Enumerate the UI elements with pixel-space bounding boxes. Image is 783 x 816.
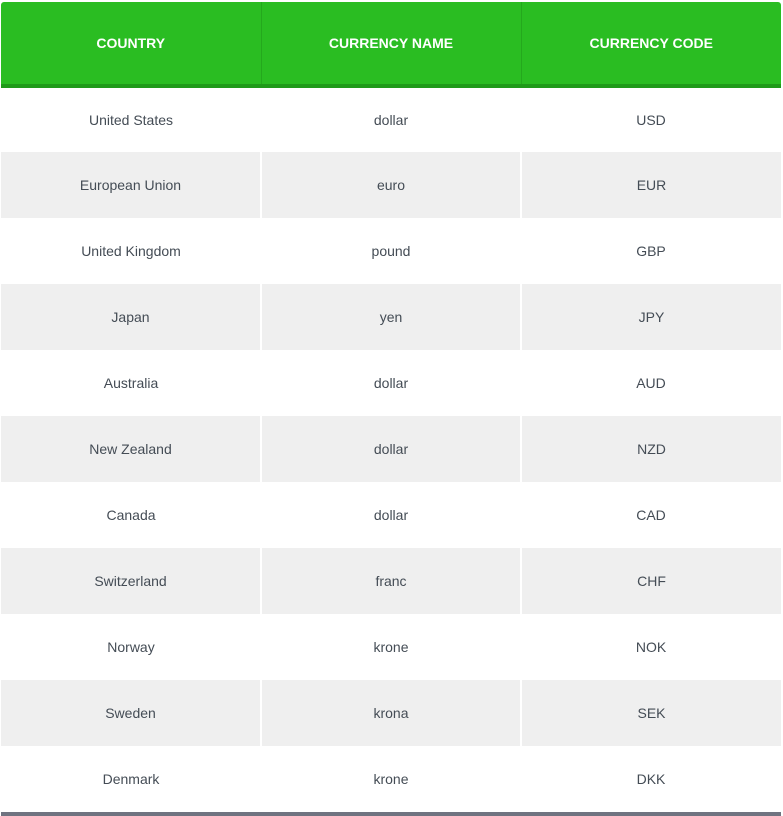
table-row (1, 416, 781, 482)
table-row (1, 482, 781, 548)
cell-currency-code: SEK (521, 680, 781, 746)
cell-currency-code: CHF (521, 548, 781, 614)
cell-currency-code: USD (636, 112, 666, 128)
table-row (1, 284, 781, 350)
table-row (1, 218, 781, 284)
cell-country: Japan (1, 284, 261, 350)
header-currency-code: CURRENCY CODE (521, 2, 781, 86)
currency-table-container (1, 2, 781, 816)
cell-currency-name: euro (261, 152, 521, 218)
cell-country: United Kingdom (81, 243, 181, 259)
cell-currency-code: JPY (521, 284, 781, 350)
cell-currency-name: dollar (373, 507, 409, 523)
cell-currency-name: dollar (373, 375, 409, 391)
cell-currency-name: krona (261, 680, 521, 746)
header-country: COUNTRY (1, 2, 261, 86)
cell-currency-name: yen (261, 284, 521, 350)
table-row (1, 548, 781, 614)
table-row (1, 350, 781, 416)
cell-country: Switzerland (1, 548, 261, 614)
cell-currency-code: CAD (636, 507, 666, 523)
cell-country: Australia (103, 375, 159, 391)
cell-currency-name: dollar (261, 416, 521, 482)
cell-country: Denmark (102, 771, 160, 787)
cell-country: United States (88, 112, 174, 128)
cell-currency-name: pound (371, 243, 411, 259)
cell-country: New Zealand (1, 416, 261, 482)
cell-currency-code: NZD (521, 416, 781, 482)
currency-table (1, 2, 781, 812)
table-row (1, 86, 781, 152)
cell-currency-code: AUD (636, 375, 666, 391)
cell-currency-name: krone (373, 771, 409, 787)
table-header (1, 2, 781, 86)
table-body (1, 86, 781, 812)
cell-country: European Union (1, 152, 261, 218)
cell-currency-code: EUR (521, 152, 781, 218)
table-row (1, 680, 781, 746)
cell-country: Canada (106, 507, 156, 523)
cell-currency-name: dollar (373, 112, 409, 128)
header-currency-name: CURRENCY NAME (261, 2, 521, 86)
cell-country: Sweden (1, 680, 261, 746)
cell-currency-name: franc (261, 548, 521, 614)
cell-currency-code: DKK (636, 771, 666, 787)
table-row (1, 614, 781, 680)
cell-currency-code: GBP (636, 243, 666, 259)
table-row (1, 746, 781, 812)
cell-currency-code: NOK (635, 639, 667, 655)
cell-country: Norway (107, 639, 155, 655)
table-row (1, 152, 781, 218)
header-row (1, 2, 781, 86)
cell-currency-name: krone (373, 639, 409, 655)
